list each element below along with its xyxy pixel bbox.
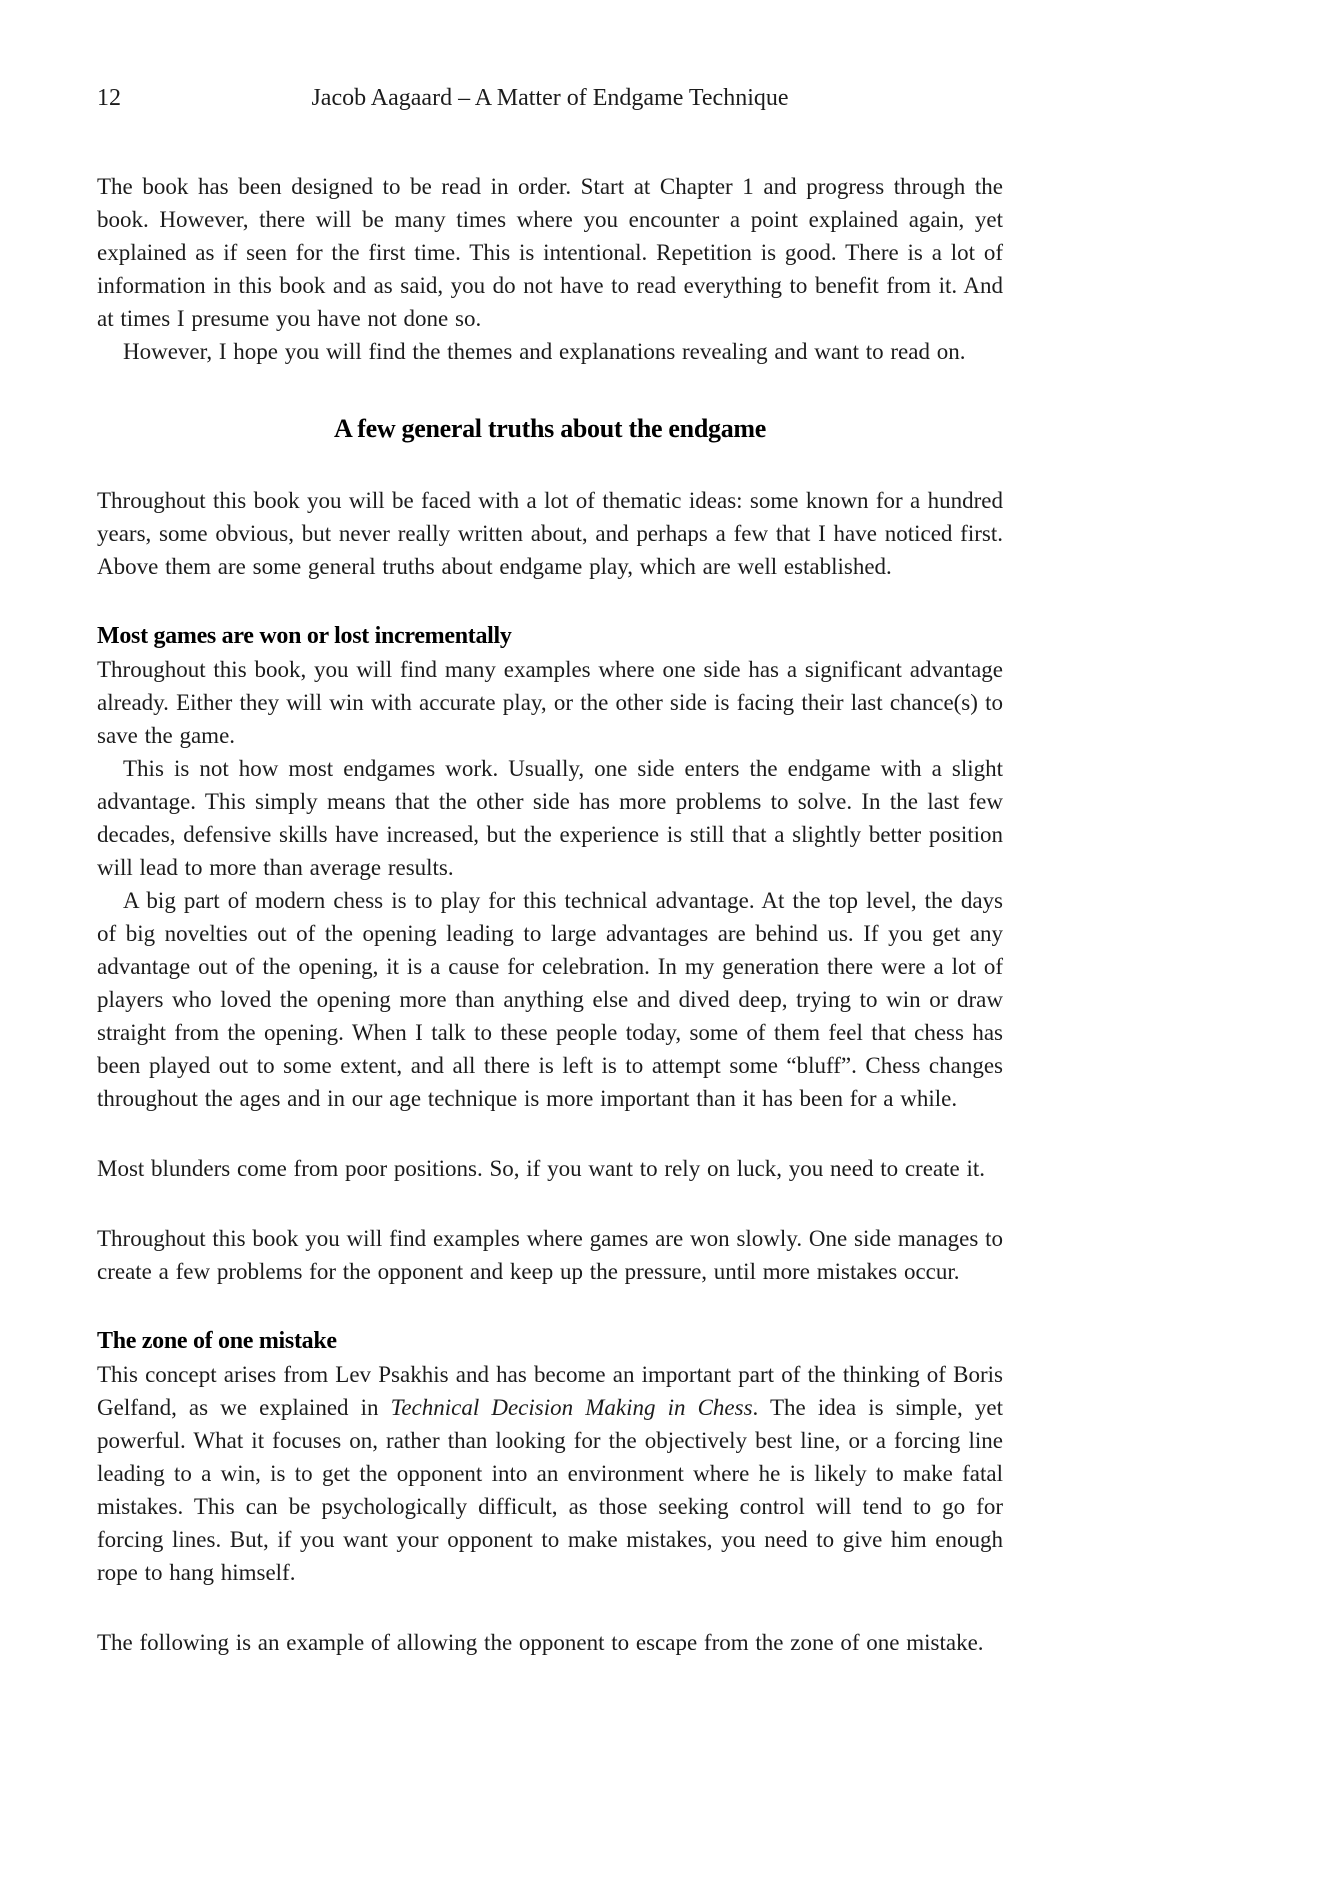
- paragraph-incrementally-3: A big part of modern chess is to play for this technical advantage. At the top level, the days of big novelties out of the opening leading to large advantages are behind us. If you get any advantage out of the opening, it is a cause for celebration. In my generation there were a lot of players who loved the opening more than anything else and dived deep, trying to win or draw straight from the opening. When I talk to these people today, some of them feel that chess has been played out to some extent, and all there is left is to attempt some “bluff”. Chess changes throughout the ages and in our age technique is more important than it has been for a while.: [97, 888, 1003, 1111]
- subheading-incrementally: Most games are won or lost incrementally: [97, 623, 512, 649]
- zone-text-after-italic: . The idea is simple, yet powerful. What it focuses on, rather than looking for the objectively best line, or a forcing line leading to a win, is to get the opponent into an environment where he is likely to make fatal mistakes. This can be psychologically difficult, as those seeking control will tend to go for forcing lines. But, if you want your opponent to make mistakes, you need to give him enough rope to hang himself.: [97, 1395, 1004, 1585]
- paragraph-incrementally-1: Throughout this book, you will find many examples where one side has a significant advantage already. Either they will win with accurate play, or the other side is facing their last chance(s) to save the game.: [97, 657, 1003, 748]
- paragraph-blunders: Most blunders come from poor positions. So, if you want to rely on luck, you need to create it.: [97, 1156, 986, 1181]
- running-head-title: Jacob Aagaard – A Matter of Endgame Technique: [311, 85, 789, 111]
- paragraph-section-intro: Throughout this book you will be faced with a lot of thematic ideas: some known for a hundred years, some obvious, but never really written about, and perhaps a few that I have noticed first. Above them are some general truths about endgame play, which are well established.: [97, 488, 1003, 579]
- subheading-zone-of-one-mistake: The zone of one mistake: [97, 1328, 337, 1354]
- running-header: [97, 84, 1003, 112]
- paragraph-intro-2: However, I hope you will find the themes and explanations revealing and want to read on.: [123, 339, 966, 364]
- page-number: 12: [97, 85, 121, 111]
- zone-text-before-italic: This concept arises from Lev Psakhis and has become an important part of the thinking of Boris Gelfand, as we explained in: [97, 1362, 1003, 1420]
- paragraph-incrementally-2: This is not how most endgames work. Usually, one side enters the endgame with a slight advantage. This simply means that the other side has more problems to solve. In the last few decades, defensive skills have increased, but the experience is still that a slightly better position will lead to more than average results.: [97, 756, 1003, 880]
- paragraph-closing: The following is an example of allowing the opponent to escape from the zone of one mistake.: [97, 1630, 984, 1655]
- paragraph-intro-1: The book has been designed to be read in order. Start at Chapter 1 and progress through the book. However, there will be many times where you encounter a point explained again, yet explained as if seen for the first time. This is intentional. Repetition is good. There is a lot of information in this book and as said, you do not have to read everything to benefit from it. And at times I presume you have not done so.: [97, 174, 1003, 331]
- paragraph-zone-1: [97, 1358, 1003, 1589]
- book-title-italic: Technical Decision Making in Chess: [390, 1395, 753, 1420]
- paragraph-won-slowly: Throughout this book you will find examples where games are won slowly. One side manages to create a few problems for the opponent and keep up the pressure, until more mistakes occur.: [97, 1226, 1003, 1284]
- page-content: [97, 84, 1003, 1659]
- section-heading: A few general truths about the endgame: [333, 414, 766, 443]
